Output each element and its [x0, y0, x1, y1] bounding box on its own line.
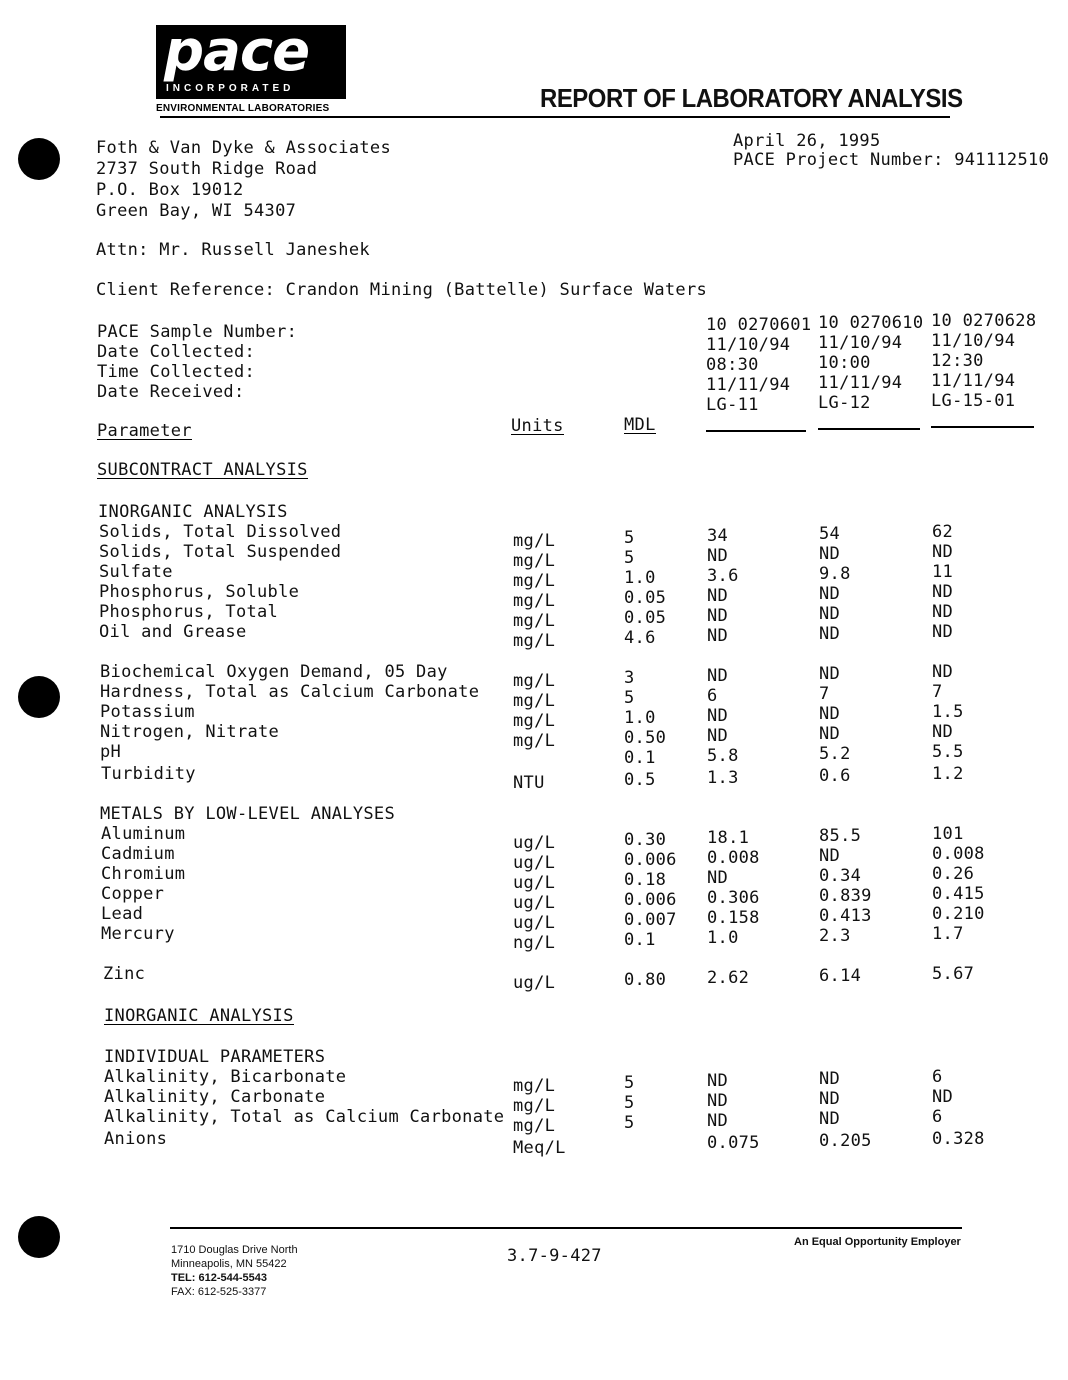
footer-address-line: 1710 Douglas Drive North [171, 1244, 298, 1256]
result-cell-lg-12: 9.8 [819, 564, 851, 584]
result-cell-lg-11: ND [707, 546, 729, 566]
unit-cell: mg/L [513, 531, 556, 551]
result-cell-lg-11: ND [707, 606, 729, 626]
result-cell-lg-15-01: ND [932, 1087, 954, 1107]
result-cell-lg-15-01: 6 [932, 1107, 943, 1127]
parameter-name: Phosphorus, Soluble [99, 582, 300, 602]
footer-divider [170, 1227, 962, 1229]
result-cell-lg-15-01: 7 [932, 682, 943, 702]
result-cell-lg-12: 2.3 [819, 926, 851, 946]
sample-number-label: PACE Sample Number: [97, 322, 298, 342]
result-cell-lg-11: 0.008 [707, 848, 760, 868]
binder-hole [18, 1216, 60, 1258]
result-cell-lg-11: ND [707, 1071, 729, 1091]
result-cell-lg-12: 0.205 [819, 1131, 872, 1151]
unit-cell: NTU [513, 773, 545, 793]
result-cell-lg-12: 85.5 [819, 826, 862, 846]
unit-cell: mg/L [513, 1076, 556, 1096]
sample-id: LG-11 [706, 395, 759, 415]
parameter-name: Phosphorus, Total [99, 602, 279, 622]
sample-date-received: 11/11/94 [706, 375, 791, 395]
pace-logo [156, 19, 346, 114]
result-cell-lg-12: 0.6 [819, 766, 851, 786]
parameter-name: Solids, Total Suspended [99, 542, 342, 562]
result-cell-lg-11: 3.6 [707, 566, 739, 586]
unit-cell: mg/L [513, 631, 556, 651]
unit-cell: mg/L [513, 551, 556, 571]
result-cell-lg-11: 0.306 [707, 888, 760, 908]
mdl-cell: 0.50 [624, 728, 667, 748]
result-cell-lg-12: 5.2 [819, 744, 851, 764]
result-cell-lg-12: ND [819, 724, 841, 744]
parameter-header: Parameter [97, 421, 192, 441]
sample-labels [97, 322, 297, 402]
result-cell-lg-15-01: 0.328 [932, 1129, 985, 1149]
units-header: Units [511, 416, 564, 436]
result-cell-lg-11: 1.3 [707, 768, 739, 788]
logo-word: pace [164, 19, 310, 84]
parameter-name: METALS BY LOW-LEVEL ANALYSES [100, 804, 395, 824]
parameter-name: Alkalinity, Carbonate [104, 1087, 326, 1107]
mdl-cell: 0.30 [624, 830, 667, 850]
result-cell-lg-12: 0.413 [819, 906, 872, 926]
section-heading: SUBCONTRACT ANALYSIS [97, 460, 308, 480]
unit-cell: ng/L [513, 933, 556, 953]
sample-id: LG-15-01 [931, 391, 1016, 411]
unit-cell: mg/L [513, 591, 556, 611]
unit-cell: mg/L [513, 731, 556, 751]
mdl-cell: 5 [624, 528, 635, 548]
unit-cell: mg/L [513, 671, 556, 691]
report-title: REPORT OF LABORATORY ANALYSIS [540, 83, 963, 113]
result-cell-lg-12: ND [819, 664, 841, 684]
result-cell-lg-12: ND [819, 604, 841, 624]
parameter-name: pH [100, 742, 122, 762]
footer-address-line: Minneapolis, MN 55422 [171, 1258, 287, 1270]
parameter-name: Hardness, Total as Calcium Carbonate [100, 682, 480, 702]
result-cell-lg-11: 18.1 [707, 828, 750, 848]
footer-fax: FAX: 612-525-3377 [171, 1286, 267, 1298]
mdl-header: MDL [624, 415, 656, 435]
result-cell-lg-12: 0.34 [819, 866, 862, 886]
parameter-name: INORGANIC ANALYSIS [98, 502, 288, 522]
logo-incorporated: INCORPORATED [166, 83, 295, 94]
result-cell-lg-15-01: ND [932, 542, 954, 562]
unit-cell: mg/L [513, 571, 556, 591]
mdl-cell: 5 [624, 1073, 635, 1093]
result-cell-lg-12: 54 [819, 524, 841, 544]
mdl-cell: 0.05 [624, 608, 667, 628]
result-cell-lg-11: ND [707, 726, 729, 746]
mdl-cell: 0.05 [624, 588, 667, 608]
parameter-name: Zinc [103, 964, 146, 984]
result-cell-lg-15-01: 6 [932, 1067, 943, 1087]
result-cell-lg-15-01: 62 [932, 522, 954, 542]
date-collected-label: Date Collected: [97, 342, 256, 362]
sample-date-received: 11/11/94 [818, 373, 903, 393]
sample-time-collected: 08:30 [706, 355, 759, 375]
result-cell-lg-11: 6 [707, 686, 718, 706]
result-cell-lg-15-01: 0.210 [932, 904, 985, 924]
header-divider [160, 116, 950, 118]
address-line: Foth & Van Dyke & Associates [96, 138, 391, 158]
parameter-name: Mercury [101, 924, 175, 944]
mdl-cell: 5 [624, 688, 635, 708]
sample-id: LG-12 [818, 393, 871, 413]
footer-address [171, 1243, 298, 1299]
sample-date-collected: 11/10/94 [931, 331, 1016, 351]
result-cell-lg-12: ND [819, 1109, 841, 1129]
parameter-name: Lead [101, 904, 144, 924]
mdl-cell: 0.80 [624, 970, 667, 990]
sample-time-collected: 12:30 [931, 351, 984, 371]
date-received-label: Date Received: [97, 382, 245, 402]
result-cell-lg-12: ND [819, 846, 841, 866]
parameter-name: Alkalinity, Total as Calcium Carbonate [104, 1107, 505, 1127]
mdl-cell: 3 [624, 668, 635, 688]
column-underline [818, 428, 920, 430]
result-cell-lg-11: 5.8 [707, 746, 739, 766]
unit-cell: mg/L [513, 1116, 556, 1136]
parameter-name: Sulfate [99, 562, 173, 582]
result-cell-lg-12: ND [819, 544, 841, 564]
unit-cell: Meq/L [513, 1138, 566, 1158]
unit-cell: ug/L [513, 833, 556, 853]
sample-number: 10 0270628 [931, 311, 1037, 331]
mdl-cell: 1.0 [624, 568, 656, 588]
equal-opportunity-employer: An Equal Opportunity Employer [794, 1236, 961, 1248]
column-underline [706, 430, 806, 432]
mdl-cell: 0.1 [624, 930, 656, 950]
result-cell-lg-15-01: ND [932, 662, 954, 682]
mdl-cell: 5 [624, 548, 635, 568]
result-cell-lg-15-01: 0.26 [932, 864, 975, 884]
unit-cell: mg/L [513, 611, 556, 631]
logo-subtitle: ENVIRONMENTAL LABORATORIES [156, 103, 330, 114]
sample-date-collected: 11/10/94 [818, 333, 903, 353]
parameter-name: Copper [101, 884, 165, 904]
attention-line: Attn: Mr. Russell Janeshek [96, 240, 370, 260]
sample-column-2 [818, 313, 923, 413]
sample-time-collected: 10:00 [818, 353, 871, 373]
result-cell-lg-11: ND [707, 1111, 729, 1131]
result-cell-lg-15-01: ND [932, 622, 954, 642]
report-date: April 26, 1995 [733, 131, 881, 151]
result-cell-lg-11: ND [707, 868, 729, 888]
result-cell-lg-15-01: ND [932, 602, 954, 622]
result-cell-lg-11: ND [707, 626, 729, 646]
unit-cell: ug/L [513, 893, 556, 913]
footer-phone: TEL: 612-544-5543 [171, 1272, 267, 1284]
mdl-cell: 1.0 [624, 708, 656, 728]
unit-cell: ug/L [513, 873, 556, 893]
result-cell-lg-12: 0.839 [819, 886, 872, 906]
result-cell-lg-11: 1.0 [707, 928, 739, 948]
mdl-cell: 0.007 [624, 910, 677, 930]
unit-cell: ug/L [513, 853, 556, 873]
result-cell-lg-12: ND [819, 1089, 841, 1109]
result-cell-lg-12: 6.14 [819, 966, 862, 986]
result-cell-lg-12: ND [819, 1069, 841, 1089]
parameter-name: Potassium [100, 702, 195, 722]
result-cell-lg-12: 7 [819, 684, 830, 704]
parameter-name: INDIVIDUAL PARAMETERS [104, 1047, 326, 1067]
result-cell-lg-15-01: 5.5 [932, 742, 964, 762]
binder-hole [18, 676, 60, 718]
project-number: PACE Project Number: 941112510 [733, 150, 1050, 170]
sample-date-collected: 11/10/94 [706, 335, 791, 355]
unit-cell: mg/L [513, 1096, 556, 1116]
result-cell-lg-12: ND [819, 704, 841, 724]
parameter-name: Aluminum [101, 824, 186, 844]
sample-number: 10 0270601 [706, 315, 812, 335]
parameter-name: Turbidity [101, 764, 196, 784]
result-cell-lg-11: 34 [707, 526, 729, 546]
result-cell-lg-15-01: ND [932, 582, 954, 602]
parameter-name: Alkalinity, Bicarbonate [104, 1067, 347, 1087]
section-heading: INORGANIC ANALYSIS [104, 1006, 294, 1026]
mdl-cell: 0.1 [624, 748, 656, 768]
mdl-cell: 5 [624, 1113, 635, 1133]
address-line: P.O. Box 19012 [96, 180, 244, 200]
result-cell-lg-15-01: 1.5 [932, 702, 964, 722]
page-code: 3.7-9-427 [507, 1246, 602, 1266]
result-cell-lg-11: 2.62 [707, 968, 750, 988]
time-collected-label: Time Collected: [97, 362, 256, 382]
binder-hole [18, 138, 60, 180]
result-cell-lg-11: 0.075 [707, 1133, 760, 1153]
result-cell-lg-15-01: 1.7 [932, 924, 964, 944]
parameter-name: Oil and Grease [99, 622, 247, 642]
client-reference: Client Reference: Crandon Mining (Battelle) Surface Waters [96, 280, 708, 300]
sample-column-1 [706, 315, 811, 415]
column-underline [931, 426, 1034, 428]
address-line: 2737 South Ridge Road [96, 159, 318, 179]
sample-column-3 [931, 311, 1036, 411]
mdl-cell: 5 [624, 1093, 635, 1113]
parameter-name: Biochemical Oxygen Demand, 05 Day [100, 662, 448, 682]
sample-number: 10 0270610 [818, 313, 924, 333]
result-cell-lg-11: ND [707, 666, 729, 686]
result-cell-lg-15-01: ND [932, 722, 954, 742]
address-line: Green Bay, WI 54307 [96, 201, 297, 221]
mdl-cell: 0.006 [624, 890, 677, 910]
parameter-name: Solids, Total Dissolved [99, 522, 342, 542]
unit-cell: ug/L [513, 913, 556, 933]
result-cell-lg-11: ND [707, 1091, 729, 1111]
result-cell-lg-11: 0.158 [707, 908, 760, 928]
parameter-name: Anions [104, 1129, 168, 1149]
sample-date-received: 11/11/94 [931, 371, 1016, 391]
unit-cell: mg/L [513, 711, 556, 731]
result-cell-lg-15-01: 101 [932, 824, 964, 844]
mdl-cell: 0.006 [624, 850, 677, 870]
result-cell-lg-15-01: 1.2 [932, 764, 964, 784]
result-cell-lg-15-01: 5.67 [932, 964, 975, 984]
result-cell-lg-11: ND [707, 706, 729, 726]
result-cell-lg-15-01: 0.415 [932, 884, 985, 904]
unit-cell: mg/L [513, 691, 556, 711]
parameter-name: Cadmium [101, 844, 175, 864]
mdl-cell: 0.18 [624, 870, 667, 890]
result-cell-lg-12: ND [819, 624, 841, 644]
result-cell-lg-11: ND [707, 586, 729, 606]
parameter-name: Chromium [101, 864, 186, 884]
result-cell-lg-12: ND [819, 584, 841, 604]
mdl-cell: 0.5 [624, 770, 656, 790]
client-address [96, 138, 391, 222]
result-cell-lg-15-01: 11 [932, 562, 954, 582]
unit-cell: ug/L [513, 973, 556, 993]
result-cell-lg-15-01: 0.008 [932, 844, 985, 864]
mdl-cell: 4.6 [624, 628, 656, 648]
parameter-name: Nitrogen, Nitrate [100, 722, 280, 742]
